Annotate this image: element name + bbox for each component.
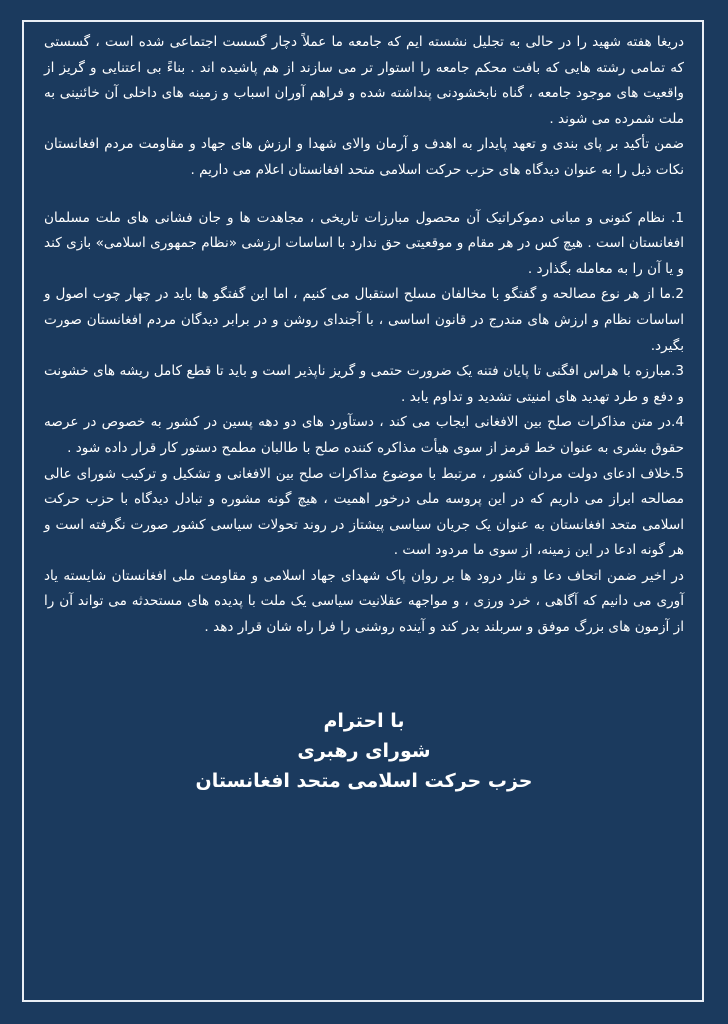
point-5: 5.خلاف ادعای دولت مردان کشور ، مرتبط با موضوع مذاکرات صلح بین الافغانی و تشکیل و ترکیب شورای عالی مصالحه ابراز می داریم که در این پروسه ملی درخور اهمیت ، هیچ گونه مشوره و تبادل دیدگاه با حزب حرکت اسلامی متحد افغانستان به عنوان یک جریان سیاسی پیشتاز در روند تحولات سیاسی کشور صورت نگرفته است و هر گونه ادعا در این زمینه، از سوی ما مردود است .	[44, 465, 684, 559]
commitment-paragraph: ضمن تأکید بر پای بندی و تعهد پایدار به اهدف و آرمان والای شهدا و ارزش های جهاد و مقاومت مردم افغانستان نکات ذیل را به عنوان دیدگاه های حزب حرکت اسلامی متحد افغانستان اعلام می داریم .	[44, 136, 684, 178]
point-3: 3.مبارزه با هراس افگنی تا پایان فتنه یک ضرورت حتمی و گریز ناپذیر است و باید تا قطع کامل ریشه های خشونت و دفع و طرد تهدید های امنیتی تشدید و تداوم یابد .	[44, 363, 684, 405]
point-1: 1. نظام کنونی و مبانی دموکراتیک آن محصول مبارزات تاریخی ، مجاهدت ها و جان فشانی های ملت مسلمان افغانستان است . هیچ کس در هر مقام و موقعیتی حق ندارد با اساسات ارزشی «نظام جمهوری اسلامی» بازی کند و یا آن را به معامله بگذارد .	[44, 209, 684, 277]
signature-block	[80, 706, 648, 796]
party-name: حزب حرکت اسلامی متحد افغانستان	[195, 770, 533, 792]
regards-line: با احترام	[323, 710, 405, 732]
statement-body	[44, 30, 684, 641]
intro-paragraph: دریغا هفته شهید را در حالی به تجلیل نشسته ایم که جامعه ما عملاً دچار گسست اجتماعی شده است ، گسستی که تمامی رشته هایی که بافت محکم جامعه را استوار تر می سازند از هم پاشیده اند . بناءً بی اعتنایی و گریز از واقعیت های موجود جامعه ، گناه نابخشودنی پنداشته شده و فراهم آوران اسباب و زمینه های داخلی آن خائنینی به ملت شمرده می شوند .	[44, 34, 684, 127]
paragraph-spacer	[44, 184, 684, 206]
closing-paragraph: در اخیر ضمن اتحاف دعا و نثار درود ها بر روان پاک شهدای جهاد اسلامی و مقاومت ملی افغانستان شایسته یاد آوری می دانیم که آگاهی ، خرد ورزی ، و مواجهه عقلانیت سیاسی یک ملت با پدیده های مستحدثه می تواند آن را از آزمون های بزرگ موفق و سربلند بدر کند و آینده روشنی را فرا راه شان قرار دهد .	[44, 567, 684, 636]
point-4: 4.در متن مذاکرات صلح بین الافغانی ایجاب می کند ، دستآورد های دو دهه پسین در کشور به خصوص در عرصه حقوق بشری به عنوان خط قرمز از سوی هیأت مذاکره کننده صلح با طالبان مطمح دستور کار قرار داده شود .	[44, 414, 684, 456]
council-line: شورای رهبری	[297, 740, 431, 762]
point-2: 2.ما از هر نوع مصالحه و گفتگو با مخالفان مسلح استقبال می کنیم ، اما این گفتگو ها باید در چهار چوب اصول و اساسات نظام و ارزش های مندرج در قانون اساسی ، با آجندای روشن و در برابر دیدگان مردم افغانستان صورت بگیرد.	[44, 286, 684, 354]
